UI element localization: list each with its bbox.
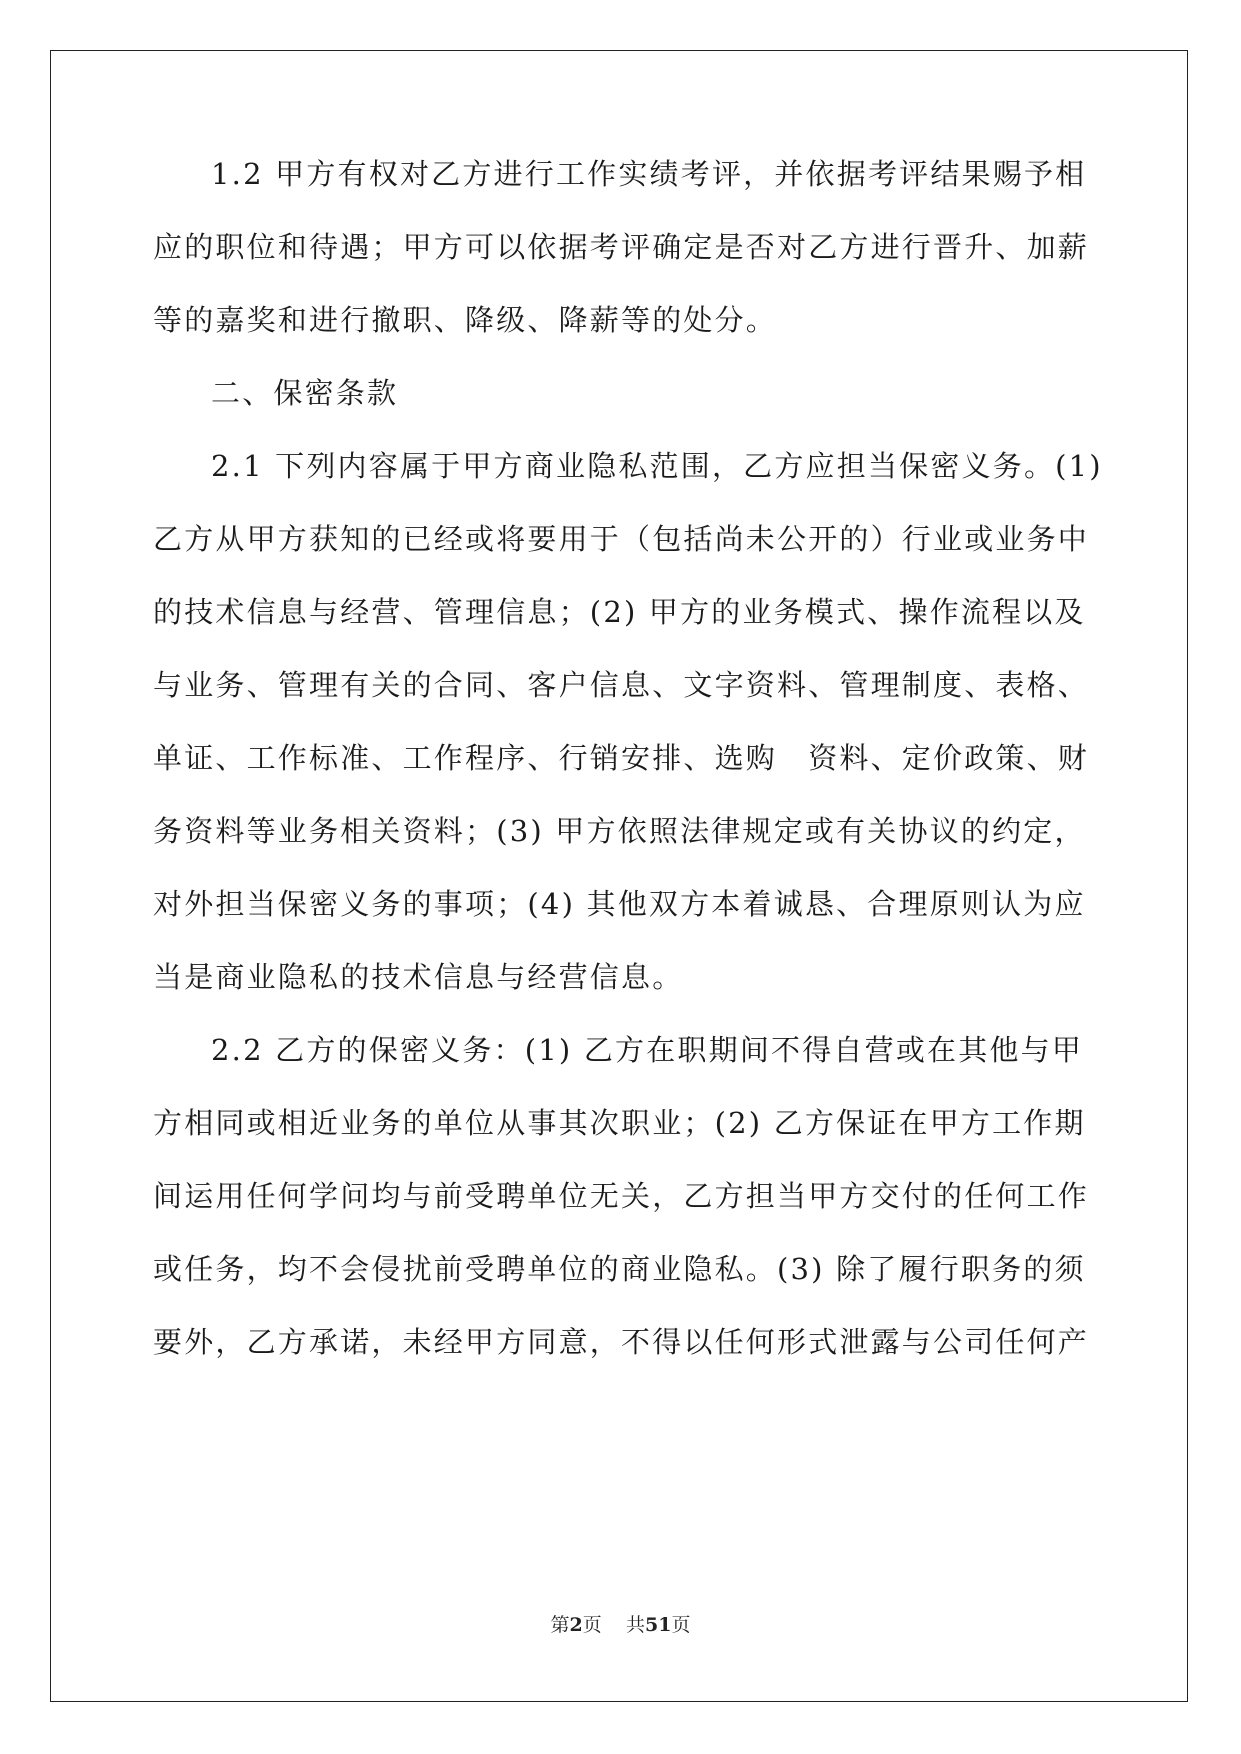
paragraph-line: 等的嘉奖和进行撤职、降级、降薪等的处分。 bbox=[153, 303, 778, 337]
paragraph-line: 要外，乙方承诺，未经甲方同意，不得以任何形式泄露与公司任何产 bbox=[153, 1325, 1090, 1359]
paragraph-line: 单证、工作标准、工作程序、行销安排、选购 资料、定价政策、财 bbox=[153, 741, 1090, 775]
paragraph-line: 2.2 乙方的保密义务：(1) 乙方在职期间不得自营或在其他与甲 bbox=[211, 1033, 1084, 1067]
paragraph-line: 或任务，均不会侵扰前受聘单位的商业隐私。(3) 除了履行职务的须 bbox=[153, 1252, 1086, 1286]
paragraph-line: 间运用任何学问均与前受聘单位无关，乙方担当甲方交付的任何工作 bbox=[153, 1179, 1090, 1213]
footer-prefix: 第 bbox=[550, 1614, 570, 1636]
page-footer bbox=[0, 1610, 1241, 1637]
paragraph-line: 乙方从甲方获知的已经或将要用于（包括尚未公开的）行业或业务中 bbox=[153, 522, 1090, 556]
paragraph-line: 2.1 下列内容属于甲方商业隐私范围，乙方应担当保密义务。(1) bbox=[211, 449, 1103, 483]
footer-page-word: 页 bbox=[582, 1614, 602, 1636]
current-page-number: 2 bbox=[569, 1614, 583, 1636]
page-border bbox=[50, 50, 1188, 1702]
section-heading: 二、保密条款 bbox=[211, 376, 399, 410]
paragraph-line: 务资料等业务相关资料；(3) 甲方依照法律规定或有关协议的约定， bbox=[153, 814, 1086, 848]
paragraph-line: 当是商业隐私的技术信息与经营信息。 bbox=[153, 960, 684, 994]
footer-total-suffix: 页 bbox=[671, 1614, 691, 1636]
paragraph-line: 对外担当保密义务的事项；(4) 其他双方本着诚恳、合理原则认为应 bbox=[153, 887, 1086, 921]
footer-total-prefix: 共 bbox=[625, 1614, 645, 1636]
total-pages-number: 51 bbox=[644, 1614, 672, 1636]
paragraph-line: 方相同或相近业务的单位从事其次职业；(2) 乙方保证在甲方工作期 bbox=[153, 1106, 1086, 1140]
paragraph-line: 1.2 甲方有权对乙方进行工作实绩考评，并依据考评结果赐予相 bbox=[211, 157, 1087, 191]
paragraph-line: 的技术信息与经营、管理信息；(2) 甲方的业务模式、操作流程以及 bbox=[153, 595, 1086, 629]
paragraph-line: 应的职位和待遇；甲方可以依据考评确定是否对乙方进行晋升、加薪 bbox=[153, 230, 1090, 264]
paragraph-line: 与业务、管理有关的合同、客户信息、文字资料、管理制度、表格、 bbox=[153, 668, 1090, 702]
